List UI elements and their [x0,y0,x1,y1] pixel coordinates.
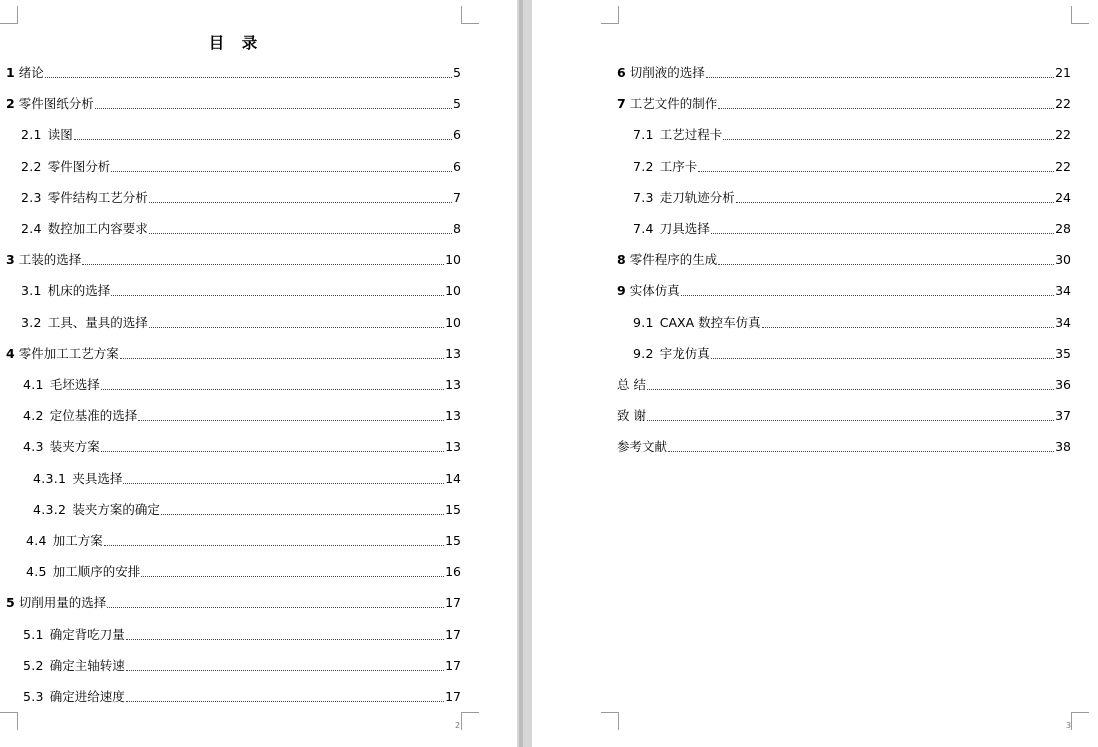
toc-dot-leader [647,389,1054,390]
toc-entry-page: 38 [1055,439,1071,455]
toc-dot-leader [126,639,444,640]
toc-entry-page: 5 [453,96,461,112]
toc-dot-leader [74,139,452,140]
toc-dot-leader [736,202,1054,203]
toc-entry-title: 读图 [47,127,73,143]
toc-entry-number: 2.2 [21,158,42,174]
toc-entry-number: 4.3 [23,439,44,455]
toc-entry[interactable] [617,250,1071,268]
toc-entry-page: 36 [1055,377,1071,392]
toc-entry-number: 4.3.1 [33,470,67,486]
toc-entry-number: 7.1 [633,127,654,143]
toc-dot-leader [762,327,1054,328]
toc-entry-title: 装夹方案 [49,439,100,455]
toc-entry[interactable] [33,500,461,518]
toc-entry-title: 实体仿真 [629,283,680,299]
toc-entry-title: 加工方案 [52,533,103,548]
toc-entry-number: 6 [617,65,626,80]
toc-entry-page: 14 [445,470,461,486]
toc-entry-number: 5 [6,595,15,611]
toc-entry-page: 22 [1055,158,1071,174]
toc-entry-page: 13 [445,408,461,424]
toc-entry-title: 切削液的选择 [629,65,705,80]
toc-entry[interactable] [617,406,1071,424]
toc-entry-page: 22 [1055,96,1071,112]
toc-entry-page: 17 [445,657,461,673]
toc-entry-page: 13 [445,377,461,392]
toc-entry[interactable] [633,188,1071,206]
toc-entry-number: 4.1 [23,377,44,392]
toc-dot-leader [95,108,452,109]
toc-entry-number: 2.4 [21,221,42,236]
toc-entry-number: 3.1 [21,283,42,299]
toc-dot-leader [149,233,452,234]
toc-entry-number: 7.2 [633,158,654,174]
toc-dot-leader [647,420,1054,421]
document-page-left [0,0,517,747]
toc-entry-page: 34 [1055,314,1071,330]
toc-entry-title: 确定主轴转速 [49,657,125,673]
toc-entry-number: 1 [6,65,15,80]
page-corner-mark [601,6,619,24]
toc-entry-page: 30 [1055,252,1071,268]
toc-dot-leader [718,108,1054,109]
toc-entry-number: 7 [617,96,626,112]
toc-dot-leader [711,358,1054,359]
toc-entry-title: 刀具选择 [659,221,710,236]
toc-dot-leader [698,171,1054,172]
toc-dot-leader [681,295,1054,296]
toc-entry[interactable] [21,281,461,299]
page-corner-mark [0,6,18,24]
toc-entry-page: 8 [453,221,461,236]
toc-dot-leader [161,514,444,515]
toc-dot-leader [711,233,1054,234]
toc-entry[interactable] [21,219,461,237]
toc-entry-page: 13 [445,439,461,455]
toc-entry[interactable] [633,344,1071,362]
toc-entry-page: 15 [445,501,461,517]
toc-entry-number: 2.1 [21,127,42,143]
page-number: 2 [455,721,461,730]
toc-entry-title: 数控加工内容要求 [47,221,148,236]
toc-entry[interactable] [617,437,1071,455]
toc-entry[interactable] [33,469,461,487]
toc-dot-leader [123,483,444,484]
toc-dot-leader [149,327,444,328]
toc-entry-number: 9 [617,283,626,299]
toc-entry-page: 6 [453,127,461,143]
toc-dot-leader [723,139,1054,140]
toc-dot-leader [82,264,444,265]
toc-entry[interactable] [21,125,461,143]
toc-entry-number: 3.2 [21,314,42,330]
toc-entry[interactable] [6,63,461,81]
toc-entry-title: 零件图纸分析 [18,96,94,112]
toc-entry-number: 4.5 [26,564,47,580]
toc-entry-page: 10 [445,314,461,330]
toc-entry-title: 确定进给速度 [49,689,125,704]
toc-entry-page: 6 [453,158,461,174]
toc-entry-page: 16 [445,564,461,580]
toc-entry[interactable] [633,157,1071,175]
toc-entry[interactable] [6,250,461,268]
toc-entry[interactable] [23,656,461,674]
toc-dot-leader [138,420,444,421]
toc-entry[interactable] [21,188,461,206]
toc-entry-page: 17 [445,626,461,642]
toc-entry-page: 21 [1055,65,1071,80]
document-page-right [532,0,1098,747]
toc-entry-number: 4 [6,345,15,361]
toc-entry-page: 34 [1055,283,1071,299]
toc-entry[interactable] [617,281,1071,299]
toc-dot-leader [104,545,444,546]
toc-entry-title: 工具、量具的选择 [47,314,148,330]
toc-dot-leader [120,358,444,359]
toc-entry-title: 确定背吃刀量 [49,626,125,642]
page-corner-mark [0,712,18,730]
toc-dot-leader [126,670,444,671]
toc-entry-number: 5.3 [23,689,44,704]
toc-entry-title: 工艺过程卡 [659,127,723,143]
toc-entry-title: 总 结 [617,377,646,392]
toc-entry-title: 零件图分析 [47,158,111,174]
toc-entry-page: 7 [453,189,461,205]
toc-entry-number: 3 [6,252,15,268]
toc-entry-page: 15 [445,533,461,548]
toc-entry-number: 8 [617,252,626,268]
toc-entry-title: 致 谢 [617,408,646,424]
toc-entry-page: 28 [1055,221,1071,236]
toc-entry-title: 宇龙仿真 [659,345,710,361]
toc-entry[interactable] [633,313,1071,331]
toc-entry[interactable] [23,406,461,424]
toc-entry[interactable] [617,63,1071,81]
toc-dot-leader [668,451,1054,452]
page-number: 3 [1066,721,1072,730]
toc-dot-leader [126,701,444,702]
toc-entry-title: 夹具选择 [72,470,123,486]
toc-entry-number: 9.1 [633,314,654,330]
toc-entry-title: 参考文献 [617,439,668,455]
toc-entry-title: 装夹方案的确定 [72,501,160,517]
toc-entry[interactable] [6,344,461,362]
toc-entry[interactable] [26,531,461,549]
page-corner-mark [1071,712,1089,730]
toc-entry-number: 4.2 [23,408,44,424]
toc-entry[interactable] [633,125,1071,143]
toc-entry[interactable] [21,313,461,331]
toc-entry-number: 9.2 [633,345,654,361]
toc-entry-page: 10 [445,252,461,268]
toc-entry-number: 2 [6,96,15,112]
toc-entry-page: 13 [445,345,461,361]
toc-entry-title: 绪论 [18,65,44,80]
toc-entry[interactable] [23,625,461,643]
toc-entry-title: 机床的选择 [47,283,111,299]
toc-dot-leader [101,389,444,390]
toc-entry[interactable] [21,157,461,175]
toc-dot-leader [45,77,452,78]
toc-dot-leader [149,202,452,203]
toc-entry-page: 17 [445,689,461,704]
toc-entry-title: 定位基准的选择 [49,408,138,424]
toc-dot-leader [101,451,444,452]
toc-entry-number: 7.4 [633,221,654,236]
toc-entry-number: 5.1 [23,626,44,642]
toc-dot-leader [111,295,444,296]
page-corner-mark [461,712,479,730]
toc-entry-title: 工艺文件的制作 [629,96,718,112]
page-corner-mark [601,712,619,730]
toc-entry-title: CAXA 数控车仿真 [659,314,761,330]
toc-dot-leader [107,607,444,608]
toc-entry[interactable] [23,437,461,455]
toc-entry-title: 零件程序的生成 [629,252,718,268]
toc-entry-page: 35 [1055,345,1071,361]
toc-dot-leader [718,264,1054,265]
toc-entry-number: 7.3 [633,189,654,205]
toc-entry-title: 毛坯选择 [49,377,100,392]
toc-entry-number: 4.4 [26,533,47,548]
toc-entry[interactable] [23,375,461,393]
toc-entry-title: 走刀轨迹分析 [659,189,735,205]
toc-entry-number: 5.2 [23,657,44,673]
toc-entry-title: 切削用量的选择 [18,595,107,611]
toc-entry[interactable] [617,94,1071,112]
toc-entry[interactable] [23,687,461,705]
toc-entry[interactable] [26,562,461,580]
toc-entry-number: 4.3.2 [33,501,67,517]
page-corner-mark [1071,6,1089,24]
toc-entry-page: 10 [445,283,461,299]
page-gutter [517,0,532,747]
toc-entry[interactable] [6,94,461,112]
toc-dot-leader [111,171,452,172]
toc-entry-page: 5 [453,65,461,80]
toc-entry-title: 工装的选择 [18,252,82,268]
toc-entry-title: 工序卡 [659,158,698,174]
page-corner-mark [461,6,479,24]
toc-entry-title: 零件结构工艺分析 [47,189,148,205]
toc-entry-title: 加工顺序的安排 [52,564,141,580]
toc-entry-title: 零件加工工艺方案 [18,345,119,361]
toc-entry-page: 17 [445,595,461,611]
toc-entry-page: 22 [1055,127,1071,143]
toc-entry-page: 37 [1055,408,1071,424]
toc-entry-number: 2.3 [21,189,42,205]
toc-entry[interactable] [633,219,1071,237]
toc-dot-leader [141,576,444,577]
toc-entry-page: 24 [1055,189,1071,205]
toc-entry[interactable] [6,593,461,611]
toc-entry[interactable] [617,375,1071,393]
toc-title: 目 录 [208,34,264,52]
toc-dot-leader [706,77,1054,78]
